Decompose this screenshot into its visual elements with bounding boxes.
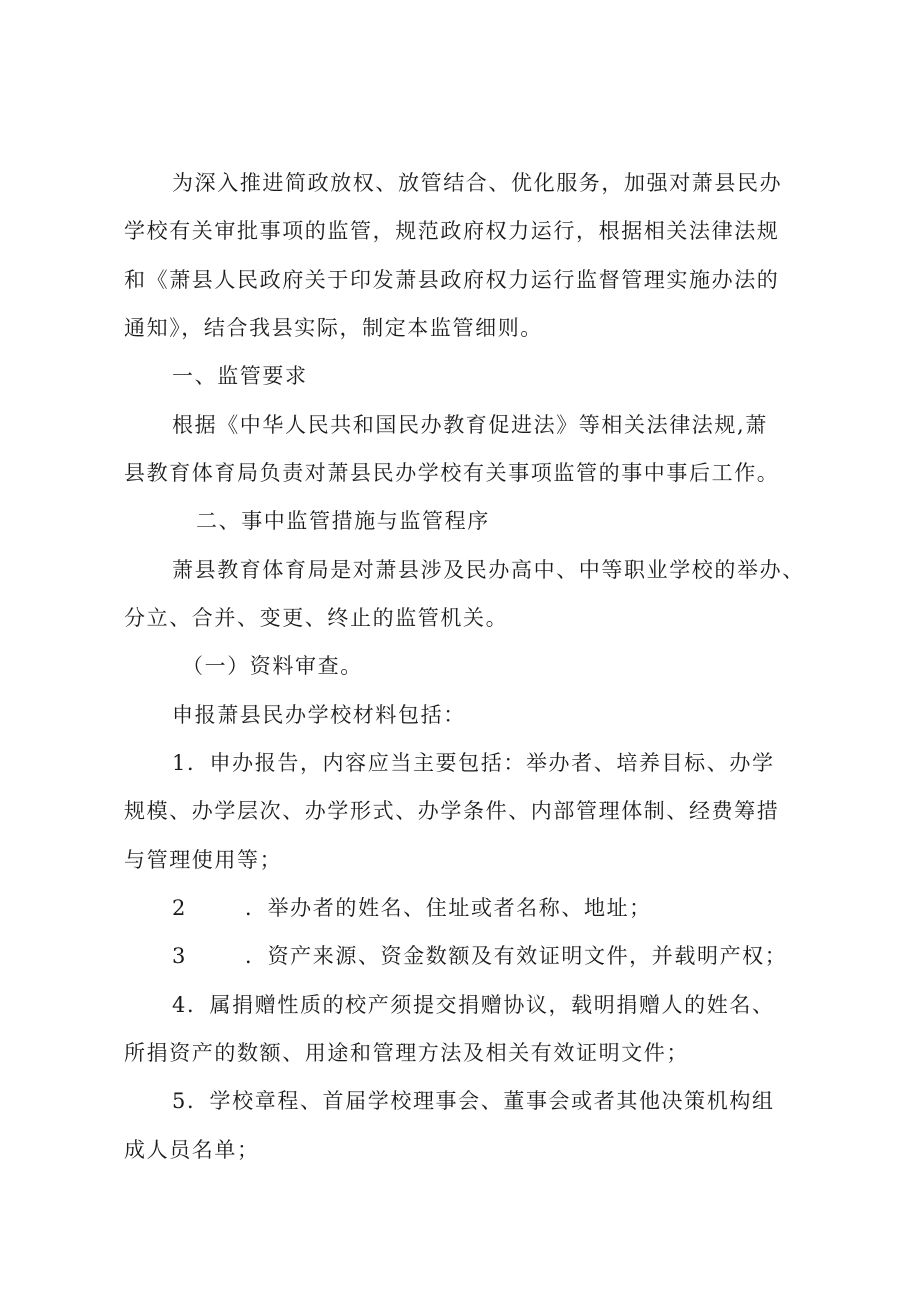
item-1-line-1: 1．申办报告，内容应当主要包括：举办者、培养目标、办学 xyxy=(172,751,775,775)
intro-line-1: 为深入推进简政放权、放管结合、优化服务，加强对萧县民办 xyxy=(172,171,783,195)
authority-line-2: 分立、合并、变更、终止的监管机关。 xyxy=(124,606,509,630)
requirement-line-1: 根据《中华人民共和国民办教育促进法》等相关法律法规,萧 xyxy=(172,413,768,437)
item-5-line-1: 5．学校章程、首届学校理事会、董事会或者其他决策机构组 xyxy=(172,1089,775,1113)
item-2-text: ．举办者的姓名、住址或者名称、地址； xyxy=(244,896,652,920)
intro-line-3: 和《萧县人民政府关于印发萧县政府权力运行监督管理实施办法的 xyxy=(124,268,780,292)
intro-line-2: 学校有关审批事项的监管，规范政府权力运行，根据相关法律法规 xyxy=(124,219,780,243)
item-2-number: 2 xyxy=(172,896,187,920)
authority-line-1: 萧县教育体育局是对萧县涉及民办高中、中等职业学校的举办、 xyxy=(172,558,805,582)
item-3 xyxy=(172,943,787,969)
item-4-line-1: 4．属捐赠性质的校产须提交捐赠协议，载明捐赠人的姓名、 xyxy=(172,993,775,1017)
item-5-line-2: 成人员名单； xyxy=(124,1138,260,1162)
intro-line-4: 通知》，结合我县实际，制定本监管细则。 xyxy=(124,316,543,340)
section-heading-2: 二、事中监管措施与监管程序 xyxy=(196,509,490,533)
item-2 xyxy=(172,895,652,921)
item-1-line-2: 规模、办学层次、办学形式、办学条件、内部管理体制、经费筹措 xyxy=(124,799,780,823)
materials-intro: 申报萧县民办学校材料包括： xyxy=(172,703,466,727)
item-4-line-2: 所捐资产的数额、用途和管理方法及相关有效证明文件； xyxy=(124,1041,689,1065)
item-3-number: 3 xyxy=(172,944,187,968)
item-1-line-3: 与管理使用等； xyxy=(124,848,283,872)
subsection-heading: （一）资料审查。 xyxy=(182,654,363,678)
requirement-line-2: 县教育体育局负责对萧县民办学校有关事项监管的事中事后工作。 xyxy=(124,461,780,485)
section-heading-1: 一、监管要求 xyxy=(172,364,308,388)
item-3-text: ．资产来源、资金数额及有效证明文件，并载明产权； xyxy=(244,944,788,968)
